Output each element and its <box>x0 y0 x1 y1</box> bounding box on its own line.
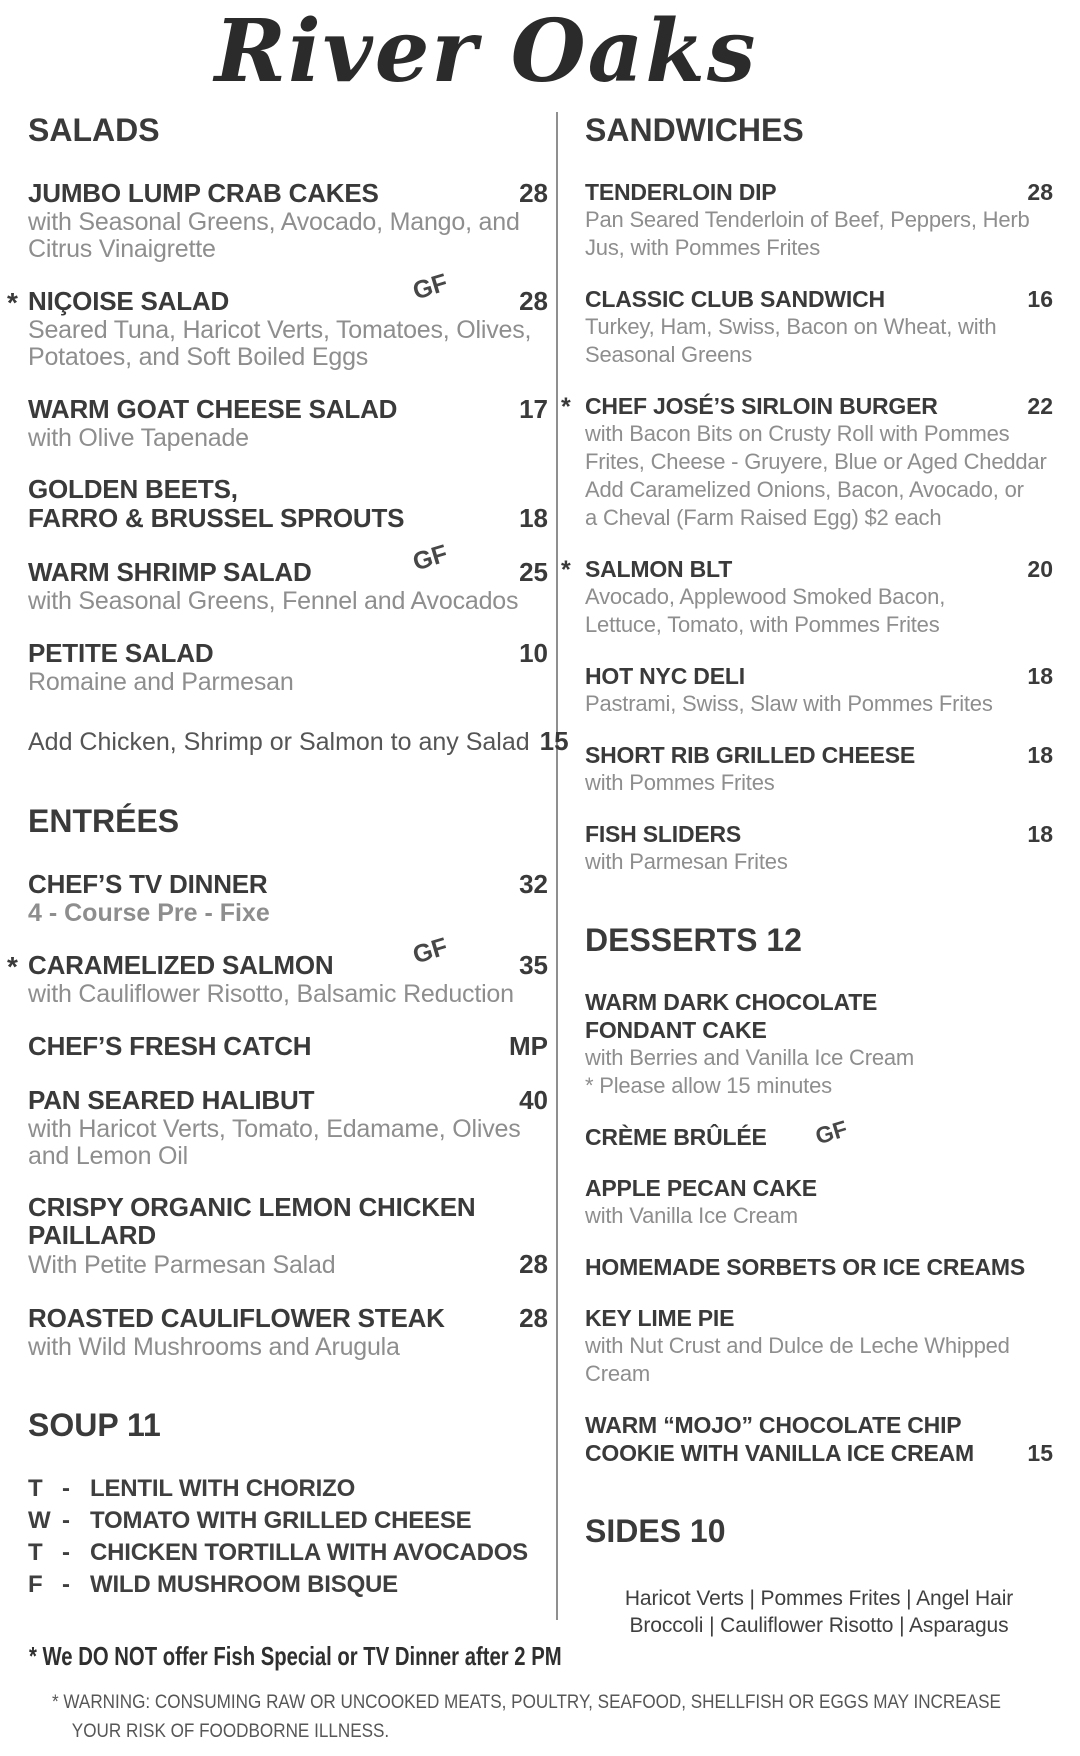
item-description: a Cheval (Farm Raised Egg) $2 each <box>585 505 942 530</box>
item-name-line2: PAILLARD <box>28 1220 156 1250</box>
item-name: WARM DARK CHOCOLATE <box>585 989 878 1015</box>
menu-item-homemade-sorbets <box>585 1253 1053 1281</box>
item-description: with Olive Tapenade <box>28 424 249 452</box>
item-description: Frites, Cheese - Gruyere, Blue or Aged Cheddar <box>585 449 1047 474</box>
gluten-free-badge: GF <box>409 539 451 577</box>
item-description: with Haricot Verts, Tomato, Edamame, Olives <box>28 1115 521 1143</box>
menu-item-chefs-tv-dinner <box>28 869 548 927</box>
item-name: HOMEMADE SORBETS OR ICE CREAMS <box>585 1254 1025 1280</box>
item-price: 35 <box>519 950 548 980</box>
item-name: CLASSIC CLUB SANDWICH <box>585 286 885 312</box>
item-description: Pan Seared Tenderloin of Beef, Peppers, Herb <box>585 207 1030 232</box>
item-price: 18 <box>1027 663 1053 689</box>
soup-day-letter: T <box>28 1539 43 1566</box>
section-title-desserts: DESSERTS 12 <box>585 922 802 958</box>
section-title-salads: SALADS <box>28 112 160 148</box>
menu-item-crispy-lemon-chicken-paillard <box>28 1193 548 1280</box>
menu-item-short-rib-grilled-cheese <box>585 741 1053 797</box>
item-name: ROASTED CAULIFLOWER STEAK <box>28 1303 445 1333</box>
item-price: 18 <box>1027 821 1053 847</box>
item-name: CRISPY ORGANIC LEMON CHICKEN <box>28 1192 476 1222</box>
item-name: KEY LIME PIE <box>585 1305 735 1331</box>
sides-list-line: Broccoli | Cauliflower Risotto | Asparagus <box>629 1614 1009 1637</box>
soup-name: CHICKEN TORTILLA WITH AVOCADOS <box>90 1539 528 1566</box>
item-name-line2: FONDANT CAKE <box>585 1017 767 1043</box>
item-description: Avocado, Applewood Smoked Bacon, <box>585 584 946 609</box>
section-title-entrees: ENTRÉES <box>28 803 180 839</box>
item-price: 32 <box>519 869 548 899</box>
item-name: CHEF’S FRESH CATCH <box>28 1031 312 1061</box>
menu-item-salmon-blt <box>561 555 1053 639</box>
item-price: 10 <box>519 638 548 668</box>
menu-item-salad-protein-addon <box>28 726 569 757</box>
raw-food-star-icon: * <box>561 556 571 584</box>
section-title-soup: SOUP 11 <box>28 1407 161 1443</box>
item-price: 22 <box>1027 393 1053 419</box>
addon-text: Add Chicken, Shrimp or Salmon to any Salad <box>28 728 530 756</box>
menu-item-apple-pecan-cake <box>585 1174 1053 1230</box>
menu-item-creme-brulee <box>585 1115 1053 1151</box>
soup-name: WILD MUSHROOM BISQUE <box>90 1571 398 1598</box>
footer-warning-text <box>52 1688 1001 1746</box>
item-description: with Bacon Bits on Crusty Roll with Pommes <box>585 421 1010 446</box>
item-description: Cream <box>585 1361 651 1386</box>
menu-item-nicoise-salad <box>7 268 548 371</box>
item-price: 20 <box>1027 556 1053 582</box>
raw-food-star-icon: * <box>7 287 18 318</box>
menu-item-classic-club-sandwich <box>585 285 1053 369</box>
item-name: HOT NYC DELI <box>585 663 745 689</box>
item-name: CARAMELIZED SALMON <box>28 950 334 980</box>
item-price: 15 <box>1027 1440 1053 1466</box>
section-title-sandwiches: SANDWICHES <box>585 112 804 148</box>
item-name-line2: COOKIE WITH VANILLA ICE CREAM <box>585 1440 975 1466</box>
item-name: CHEF JOSÉ’S SIRLOIN BURGER <box>585 393 938 419</box>
menu-item-hot-nyc-deli <box>585 662 1053 718</box>
item-description: with Parmesan Frites <box>585 849 788 874</box>
item-name: FISH SLIDERS <box>585 821 742 847</box>
menu-item-key-lime-pie <box>585 1304 1053 1388</box>
soup-dash: - <box>62 1507 70 1534</box>
item-name: CHEF’S TV DINNER <box>28 869 268 899</box>
item-name: GOLDEN BEETS, <box>28 474 238 504</box>
menu-item-roasted-cauliflower-steak <box>28 1303 548 1361</box>
item-description: Jus, with Pommes Frites <box>585 235 821 260</box>
section-salads <box>7 112 569 757</box>
item-price: MP <box>509 1031 548 1061</box>
section-entrees <box>7 803 548 1361</box>
item-description: Citrus Vinaigrette <box>28 235 216 263</box>
raw-food-star-icon: * <box>561 393 571 421</box>
menu-item-chefs-fresh-catch <box>28 1031 548 1062</box>
sides-list-line: Haricot Verts | Pommes Frites | Angel Hair <box>624 1587 1014 1610</box>
menu-item-warm-shrimp-salad <box>28 539 548 615</box>
gluten-free-badge: GF <box>409 268 451 306</box>
soup-dash: - <box>62 1539 70 1566</box>
right-column <box>561 112 1053 1639</box>
item-price: 18 <box>1027 742 1053 768</box>
item-price: 25 <box>519 557 548 587</box>
item-description: with Berries and Vanilla Ice Cream <box>585 1045 915 1070</box>
menu-item-jumbo-lump-crab-cakes <box>28 178 548 263</box>
item-name: WARM “MOJO” CHOCOLATE CHIP <box>585 1412 962 1438</box>
menu-item-fish-sliders <box>585 820 1053 876</box>
item-price: 28 <box>519 1249 548 1279</box>
soup-item <box>28 1505 548 1537</box>
soup-dash: - <box>62 1475 70 1502</box>
footer-service-note: * We DO NOT offer Fish Special or TV Dinner after 2 PM <box>29 1641 562 1671</box>
section-soup <box>28 1407 548 1601</box>
item-price: 28 <box>519 286 548 316</box>
menu-item-golden-beets-farro <box>28 475 548 534</box>
soup-day-letter: T <box>28 1475 43 1502</box>
menu-item-tenderloin-dip <box>585 178 1053 262</box>
soup-name: TOMATO WITH GRILLED CHEESE <box>90 1507 472 1534</box>
warning-line: * WARNING: CONSUMING RAW OR UNCOOKED MEATS, POULTRY, SEAFOOD, SHELLFISH OR EGGS MAY INCREASE <box>52 1692 1001 1713</box>
soup-schedule <box>28 1473 548 1601</box>
item-price: 17 <box>519 394 548 424</box>
item-description: with Vanilla Ice Cream <box>585 1203 798 1228</box>
item-price: 28 <box>519 178 548 208</box>
menu-item-warm-mojo-cookie <box>585 1411 1053 1467</box>
menu-item-petite-salad <box>28 638 548 696</box>
item-description: Potatoes, and Soft Boiled Eggs <box>28 343 369 371</box>
item-description: Turkey, Ham, Swiss, Bacon on Wheat, with <box>585 314 997 339</box>
soup-item <box>28 1473 548 1505</box>
item-description: with Cauliflower Risotto, Balsamic Reduction <box>28 980 514 1008</box>
soup-item <box>28 1537 548 1569</box>
item-name: TENDERLOIN DIP <box>585 179 777 205</box>
warning-line: YOUR RISK OF FOODBORNE ILLNESS. <box>71 1721 390 1742</box>
section-title-sides: SIDES 10 <box>585 1513 726 1549</box>
item-price: 40 <box>519 1085 548 1115</box>
left-column <box>7 112 569 1601</box>
column-divider-line <box>556 112 558 1620</box>
item-name: SALMON BLT <box>585 556 733 582</box>
menu-item-chef-joses-sirloin-burger <box>561 392 1053 532</box>
item-description: with Seasonal Greens, Fennel and Avocados <box>28 587 519 615</box>
item-description: Seared Tuna, Haricot Verts, Tomatoes, Olives, <box>28 316 532 344</box>
soup-day-letter: F <box>28 1571 43 1598</box>
item-name: PAN SEARED HALIBUT <box>28 1085 315 1115</box>
item-description: and Lemon Oil <box>28 1142 188 1170</box>
item-description: Romaine and Parmesan <box>28 668 294 696</box>
restaurant-logo: River Oaks <box>214 1 758 102</box>
item-name-line2: FARRO & BRUSSEL SPROUTS <box>28 503 405 533</box>
item-description: Pastrami, Swiss, Slaw with Pommes Frites <box>585 691 993 716</box>
item-price: 16 <box>1027 286 1053 312</box>
menu-item-caramelized-salmon <box>7 932 548 1008</box>
item-name: JUMBO LUMP CRAB CAKES <box>28 178 379 208</box>
item-name: PETITE SALAD <box>28 638 214 668</box>
menu-item-warm-dark-chocolate-fondant-cake <box>585 988 1053 1100</box>
gluten-free-badge: GF <box>811 1115 851 1150</box>
item-description: with Seasonal Greens, Avocado, Mango, and <box>28 208 520 236</box>
item-name: SHORT RIB GRILLED CHEESE <box>585 742 916 768</box>
item-price: 18 <box>519 503 548 533</box>
section-desserts <box>585 922 1053 1467</box>
item-price: 15 <box>539 726 569 756</box>
item-name: WARM GOAT CHEESE SALAD <box>28 394 398 424</box>
item-name: CRÈME BRÛLÉE <box>585 1124 767 1150</box>
soup-name: LENTIL WITH CHORIZO <box>90 1475 356 1502</box>
item-description: Lettuce, Tomato, with Pommes Frites <box>585 612 940 637</box>
item-description: with Wild Mushrooms and Arugula <box>28 1333 400 1361</box>
item-name: APPLE PECAN CAKE <box>585 1175 817 1201</box>
raw-food-star-icon: * <box>7 951 18 982</box>
menu-item-warm-goat-cheese-salad <box>28 394 548 452</box>
soup-item <box>28 1569 548 1601</box>
item-description: with Nut Crust and Dulce de Leche Whipped <box>585 1333 1010 1358</box>
item-description: Add Caramelized Onions, Bacon, Avocado, or <box>585 477 1024 502</box>
item-description: Seasonal Greens <box>585 342 752 367</box>
item-price: 28 <box>1027 179 1053 205</box>
item-name: NIÇOISE SALAD <box>28 286 230 316</box>
item-description: with Pommes Frites <box>585 770 775 795</box>
section-sandwiches <box>561 112 1053 876</box>
item-price: 28 <box>519 1303 548 1333</box>
section-sides <box>585 1513 1053 1639</box>
item-subtitle: 4 - Course Pre - Fixe <box>28 899 270 927</box>
item-description: * Please allow 15 minutes <box>585 1073 832 1098</box>
item-description: With Petite Parmesan Salad <box>28 1251 336 1279</box>
gluten-free-badge: GF <box>409 932 451 970</box>
soup-dash: - <box>62 1571 70 1598</box>
menu-item-pan-seared-halibut <box>28 1085 548 1170</box>
item-name: WARM SHRIMP SALAD <box>28 557 312 587</box>
soup-day-letter: W <box>28 1507 51 1534</box>
